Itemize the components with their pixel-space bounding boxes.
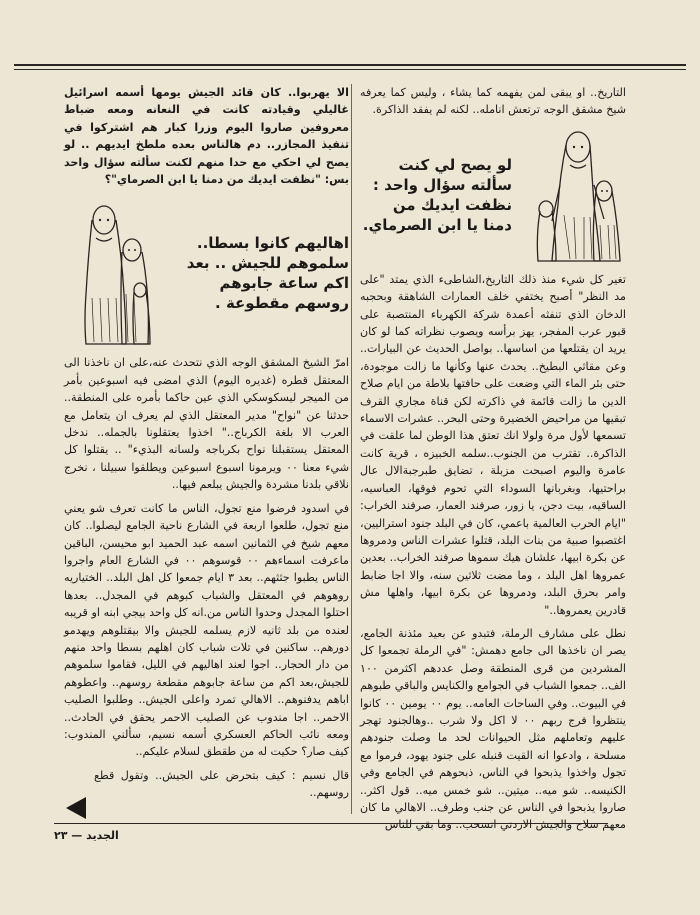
magazine-name: الجديد [86,829,119,842]
left-pullquote-wrap [164,233,349,313]
women-illustration-left [64,198,164,348]
women-illustration-right-icon [530,125,626,265]
right-column [360,84,626,834]
right-pullquote-wrap [360,155,530,235]
right-intro: التاريخ.. او يبقى لمن يفهمه كما يشاء ، وليس كما يعرفه شيخ مشقق الوجه ترتعش انامله.. لكنه لم يفقد الذاكرة. [360,86,626,117]
right-paragraph-2: نطل على مشارف الرملة، فتبدو عن بعيد مئذنة الجامع، يصر ان ناخذها الى جامع دهمش: "في الرملة تجمعوا كل المشردين من قرى المنطقة وصل عددهم اكثرمن ١٠٠ الف.. جمعوا الشباب في الجوامع والكنايس والباقي طبوهم في البيوت.. وفي الساحات العامه.. يوم ٠٠ يومين ٠٠ كانوا ينتظروا فرج ربهم ٠٠ لا اكل ولا شرب ..وهالجنود تهجر عليهم وتعاملهم مثل الحيوانات لحد ما وصلت جنودهم مسلحة ، وادعوا انه القيت قنبله على جنود يهود، فرموا مع تجول واخذوا يذبحوا في الناس، ذبحوهم في الجامع وفي الكنيسه.. شو ميه.. ميتين.. شو خمس ميه.. قول اكثر.. صاروا يذبحوا في الناس عن جنب وطرف.. الاهالي ما كان معهم سلاح والجيش الاردني انسحب.. وما بقي للناس [360,626,627,832]
page-footer: الجديد — ٢٣ [54,829,119,842]
right-pullquote-block [360,125,626,265]
left-column [64,84,349,802]
continue-arrow-icon [64,795,88,821]
header-rule [14,64,686,66]
left-paragraph-1: الا يهربوا.. كان قائد الجيش يومها أسمه اسرائيل غاليلي وقيادته كانت في النعانه ومعه ضباط معروفين صاروا اليوم وزرا كبار هم اشتركوا في تنفيذ المجازر.. دم هالناس بعده ملطخ ايديهم .. لو يصح لي احكي مع حدا منهم لكنت سألته سؤال واحد بس: "نظفت ايديك من دمنا يا ابن الصرماي"؟ [64,86,349,187]
women-illustration-left-icon [64,198,164,348]
left-pullquote-block [64,198,349,348]
footer-rule [54,823,608,824]
women-illustration-right [530,125,626,265]
header-rule-thin [14,69,686,70]
left-paragraph-2: امرّ الشيخ المشقق الوجه الذي نتحدث عنه،على ان ناخذنا الى المعتقل قطره (غديره اليوم) الذي امضى فيه اسبوعين بأمر من الميجر ليسكوسكي الذي عين حاكما بأمره على المنطقة.. حدثنا عن "نواح" مدير المعتقل الذي لم يعرف ان يتعامل مع العرب الا بلغة الكرباج.." اخذوا يعتقلونا بالجمله.. ندخل المعتقل يستقبلنا نواح بكرباجه ولسانه البذيء" .. يقتلوا كل شيء معنا ٠٠ ويرمونا اسبوع اسبوعين ويطلقوا سبيلنا ، نخرج نلاقي بلدنا مشردة والجيش يبلعم فيها.. [64,356,349,492]
right-paragraph-1: تغير كل شيء منذ ذلك التاريخ،الشاطىء الذي يمتد "على مد النظر" أصبح يختفي خلف العمارات الشاهقة وبحجبه الدخان الذي تنفثه أعمدة شركة الكهرباء المنتصبة على قبور عرب المفجر، يهز برأسه ويصوب نظراته كما لو كان يريد ان يقتلعها من اساسها.. بواصل الحديث عن البيارات.. وعن مقاثي البطيخ.. يحدث عنها وكأنها ما زالت موجودة، حتى بئر الماء التي وضعت على حافتها بلاطة من ايام صلاح الدين ما زالت قائمة في ذاكرته لكن قناة مجاري القرف تبقيها من مراحيض الخضيرة وحتى البحر.. عشرات الاسماء تسمعها لأول مرة ولولا انك تعتق هذا الوطن لما علقت في الذاكرة.. تقترب من الجنوب..سلمه الخبيزه ، قرية كانت عامرة واليوم اصبحت مزبلة ، تضايق طبرجبةالال عال براحتيها، وبغربانها السوداء التي تحوم فوقها، العباسيه، الساقيه، بيت دجن، يا زور، صرفند العمار، صرفند الخراب: "ايام الحرب العالمية باعمي، كان في البلد جنود استراليين، اغتصبوا صبية من بنات البلد، قتلوا عشرات الناس ودمروها عن بكرة ابيها، علشان هيك سموها صرفند الخراب.. بعدين عمروها اهل البلد ، وما مضت ثلاثين سنه، والا اجا ضابط وامر بحرق البلد، ودمروها عن بكرة ابيها، واهلها مش قادرين يعمروها.." [360,272,626,617]
column-divider [351,84,352,814]
left-pull-quote: اهاليهم كانوا بسطا.. سلموهم للجيش .. بعد اكم ساعة جابوهم روسهم مقطوعة . [186,234,349,313]
left-paragraph-4: قال نسيم : كيف بتحرض على الجيش.. وتقول قطع روسهم.. [94,768,349,800]
left-paragraph-3: في اسدود فرضوا منع تجول، الناس ما كانت تعرف شو يعني منع تجول، طلعوا اربعة في الشارع ناحية الجامع ليصلوا.. كان معهم شيخ في الثمانين اسمه عبد الحميد ابو محيسن، الباقين ماعرفت اسماءهم ٠٠ قوسوهم ٠٠ في الشارع العام واجروا الناس يطبوا جثثهم.. بعد ٣ ايام جمعوا كل اهل البلد.. الختياريه روهوهم في المعتقل والشباب كبوهم في المجدل.. بعدها احتلوا المجدل وحدوا الناس من.انه كل واحد بيجي ابنه او قريبه لعنده من بلد ثانيه لازم يسلمه للجيش والا بيقتلوهم ويهدمو دورهم.. ساكنين في تلات شباب كان اهلهم بسطا واحد منهم من دار الحجار.. اجوا لعند اهاليهم في الليل، فقاموا سلموهم للجيش،بعد اكم من ساعة جابوهم مقطعة روسهم.. واعطوهم اباهم يدفنوهم.. الاهالي تمرد واعلى الجيش.. وطلبوا الصليب الاحمر.. اجا مندوب عن الصليب الاحمر يحقق في الحادث.. ومعه نائب الحاكم العسكري أسمه نسيم، سألني المندوب: كيف صار؟ حكيت له من طقطق لسلام عليكم.. [64,501,349,759]
page-number: ٢٣ [54,829,68,842]
right-pull-quote: لو يصح لي كنت سألته سؤال واحد : نظفت ايديك من دمنا يا ابن الصرماي. [362,155,512,234]
